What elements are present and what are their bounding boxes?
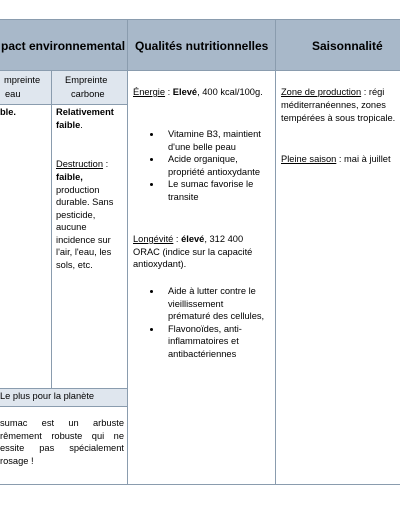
planet-word: spécialement bbox=[69, 443, 124, 453]
planet-word: qui bbox=[91, 430, 105, 441]
bullet-dot bbox=[150, 158, 153, 161]
grid-header-bottom bbox=[0, 70, 400, 71]
zone-line2: méditerranéennes, zones bbox=[281, 100, 386, 110]
carbone-value-word: faible bbox=[56, 120, 81, 130]
planet-line bbox=[0, 417, 124, 430]
grid-bottom bbox=[0, 484, 400, 485]
longevite-rest: , 312 400 bbox=[204, 234, 244, 244]
destruction-heading bbox=[56, 158, 108, 171]
destruction-line: l'air, l'eau, les bbox=[56, 247, 112, 257]
grid-planet-title-bottom bbox=[0, 406, 128, 407]
bullet-text: Aide à lutter contre le bbox=[168, 286, 256, 296]
bullet-text: inflammatoires et bbox=[168, 336, 239, 346]
bullet-text: d'une belle peau bbox=[168, 141, 236, 152]
carbone-value-suffix: . bbox=[80, 120, 83, 130]
zone-label: Zone de production bbox=[281, 87, 362, 97]
energie-label: Énergie bbox=[133, 87, 166, 97]
destruction-line: durable. Sans bbox=[56, 197, 114, 207]
grid-subheader-bottom bbox=[0, 104, 128, 105]
eau-value: ble. bbox=[0, 107, 17, 117]
destruction-line: sols, etc. bbox=[56, 259, 93, 270]
grid-col-divider-1 bbox=[51, 71, 52, 388]
carbone-value-line1: Relativement bbox=[56, 107, 114, 117]
destruction-line: aucune bbox=[56, 222, 87, 232]
subheader-eau-line2: eau bbox=[5, 89, 21, 99]
planet-word: pas bbox=[39, 443, 55, 453]
planet-word: robuste bbox=[51, 430, 83, 441]
destruction-line: production bbox=[56, 184, 100, 195]
planet-word: essite bbox=[0, 443, 25, 453]
longevite-label: Longévité bbox=[133, 234, 174, 244]
zone-line3: tempérées à sous tropicale. bbox=[281, 113, 396, 123]
carbone-value-line2 bbox=[56, 119, 83, 132]
bullet-text: antibactériennes bbox=[168, 348, 237, 359]
grid-planet-top bbox=[0, 388, 128, 389]
destruction-line: pesticide, bbox=[56, 209, 96, 220]
planet-word: rêmement bbox=[0, 430, 42, 441]
header-nutrition: Qualités nutritionnelles bbox=[135, 39, 269, 53]
planet-word: arbuste bbox=[92, 418, 124, 428]
bullet-dot bbox=[150, 183, 153, 186]
energie-line bbox=[133, 86, 263, 99]
zone-sep: : bbox=[361, 87, 369, 97]
header-impact: pact environnemental bbox=[1, 39, 126, 53]
bullet-text: Acide organique, bbox=[168, 154, 238, 164]
planet-line-last: rosage ! bbox=[0, 455, 34, 466]
destruction-line: incidence sur bbox=[56, 234, 111, 245]
destruction-label: Destruction bbox=[56, 159, 104, 169]
bullet-text: Vitamine B3, maintient bbox=[168, 129, 261, 139]
planet-word: ne bbox=[113, 430, 124, 441]
planet-word: un bbox=[68, 418, 79, 428]
longevite-line bbox=[133, 233, 243, 246]
zone-line1 bbox=[281, 86, 384, 99]
header-season: Saisonnalité bbox=[312, 39, 383, 53]
pleine-saison-line bbox=[281, 153, 391, 166]
longevite-sep: : bbox=[173, 234, 182, 244]
bullet-text: Le sumac favorise le bbox=[168, 179, 254, 189]
subheader-carbone-line1: Empreinte bbox=[65, 75, 108, 85]
zone-l1: régi bbox=[368, 87, 385, 97]
bullet-dot bbox=[150, 133, 153, 136]
orac-line1: ORAC (indice sur la capacité bbox=[133, 247, 253, 257]
energie-sep: : bbox=[165, 87, 173, 97]
bullet-dot bbox=[150, 290, 153, 293]
orac-line2: antioxydant). bbox=[133, 259, 187, 269]
bullet-text: vieillissement bbox=[168, 298, 224, 309]
subheader-eau-line1: mpreinte bbox=[4, 75, 41, 85]
planet-title: Le plus pour la planète bbox=[0, 391, 95, 401]
bullet-text: Flavonoïdes, anti- bbox=[168, 323, 242, 334]
energie-value: Elevé bbox=[172, 87, 198, 97]
grid-top bbox=[0, 19, 400, 20]
bullet-text: prématuré des cellules, bbox=[168, 311, 265, 321]
planet-line bbox=[0, 430, 124, 443]
longevite-value: élevé bbox=[181, 234, 205, 244]
destruction-sep: : bbox=[103, 159, 109, 169]
planet-word: est bbox=[41, 418, 55, 428]
grid-col-divider-2 bbox=[127, 19, 128, 485]
bullet-text: propriété antioxydante bbox=[168, 166, 260, 177]
planet-line bbox=[0, 442, 124, 455]
planet-word: sumac bbox=[0, 418, 28, 428]
destruction-line: faible, bbox=[56, 172, 83, 182]
subheader-carbone-line2: carbone bbox=[71, 89, 105, 99]
pleine-saison-label: Pleine saison bbox=[281, 154, 337, 164]
grid-col-divider-3 bbox=[275, 19, 276, 485]
bullet-dot bbox=[150, 328, 153, 331]
bullet-text: transite bbox=[168, 191, 199, 202]
pleine-saison-rest: : mai à juillet bbox=[336, 154, 391, 164]
energie-rest: , 400 kcal/100g. bbox=[197, 87, 263, 97]
